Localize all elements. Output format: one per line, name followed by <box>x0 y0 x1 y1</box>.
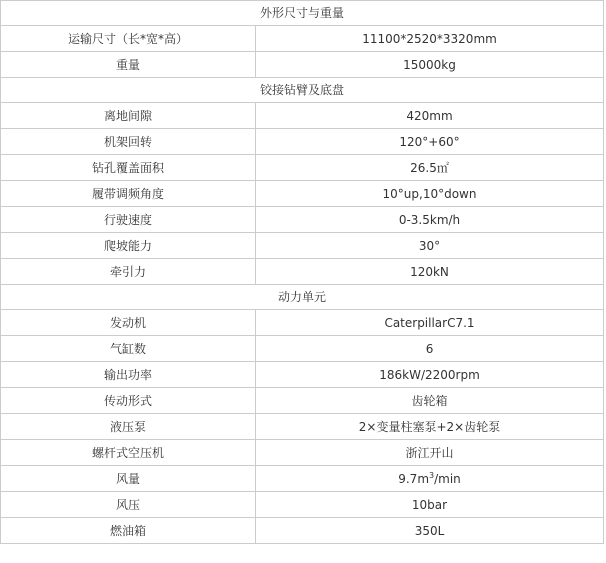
table-row <box>1 466 604 492</box>
table-row <box>1 362 604 388</box>
spec-value: 120°+60° <box>256 129 604 155</box>
table-row <box>1 52 604 78</box>
table-row <box>1 181 604 207</box>
spec-label: 钻孔覆盖面积 <box>1 155 256 181</box>
spec-label: 履带调频角度 <box>1 181 256 207</box>
spec-value: 2×变量柱塞泵+2×齿轮泵 <box>256 414 604 440</box>
spec-value: 10bar <box>256 492 604 518</box>
spec-label: 离地间隙 <box>1 103 256 129</box>
spec-value: 15000kg <box>256 52 604 78</box>
table-row <box>1 233 604 259</box>
spec-value: 0-3.5km/h <box>256 207 604 233</box>
spec-value: 186kW/2200rpm <box>256 362 604 388</box>
spec-value: 齿轮箱 <box>256 388 604 414</box>
table-row <box>1 310 604 336</box>
spec-value-main: 9.7m <box>398 471 430 486</box>
section-title-dimensions: 外形尺寸与重量 <box>1 1 604 26</box>
spec-label: 输出功率 <box>1 362 256 388</box>
table-row <box>1 440 604 466</box>
spec-label: 气缸数 <box>1 336 256 362</box>
section-title-power-unit: 动力单元 <box>1 285 604 310</box>
spec-value: 11100*2520*3320mm <box>256 26 604 52</box>
spec-value: 浙江开山 <box>256 440 604 466</box>
spec-label: 牵引力 <box>1 259 256 285</box>
table-row <box>1 414 604 440</box>
spec-label: 传动形式 <box>1 388 256 414</box>
section-header-row <box>1 1 604 26</box>
spec-value: 420mm <box>256 103 604 129</box>
table-row <box>1 129 604 155</box>
spec-value: 30° <box>256 233 604 259</box>
spec-label: 行驶速度 <box>1 207 256 233</box>
spec-label: 运输尺寸（长*宽*高） <box>1 26 256 52</box>
section-title-boom-chassis: 铰接钻臂及底盘 <box>1 78 604 103</box>
spec-label: 重量 <box>1 52 256 78</box>
spec-label: 液压泵 <box>1 414 256 440</box>
spec-value: CaterpillarC7.1 <box>256 310 604 336</box>
spec-value <box>256 466 604 492</box>
spec-label: 爬坡能力 <box>1 233 256 259</box>
spec-label: 风量 <box>1 466 256 492</box>
spec-label: 燃油箱 <box>1 518 256 544</box>
spec-label: 螺杆式空压机 <box>1 440 256 466</box>
table-row <box>1 336 604 362</box>
spec-value: 26.5㎡ <box>256 155 604 181</box>
spec-value: 6 <box>256 336 604 362</box>
table-row <box>1 155 604 181</box>
spec-label: 风压 <box>1 492 256 518</box>
spec-value-unit-tail: /min <box>434 471 461 486</box>
section-header-row <box>1 285 604 310</box>
table-row <box>1 388 604 414</box>
spec-value-superscript: 3 <box>429 470 435 480</box>
table-row <box>1 518 604 544</box>
table-row <box>1 492 604 518</box>
spec-label: 发动机 <box>1 310 256 336</box>
spec-label: 机架回转 <box>1 129 256 155</box>
spec-value: 350L <box>256 518 604 544</box>
table-row <box>1 259 604 285</box>
table-row <box>1 103 604 129</box>
spec-value: 10°up,10°down <box>256 181 604 207</box>
table-row <box>1 207 604 233</box>
spec-value: 120kN <box>256 259 604 285</box>
table-row <box>1 26 604 52</box>
section-header-row <box>1 78 604 103</box>
